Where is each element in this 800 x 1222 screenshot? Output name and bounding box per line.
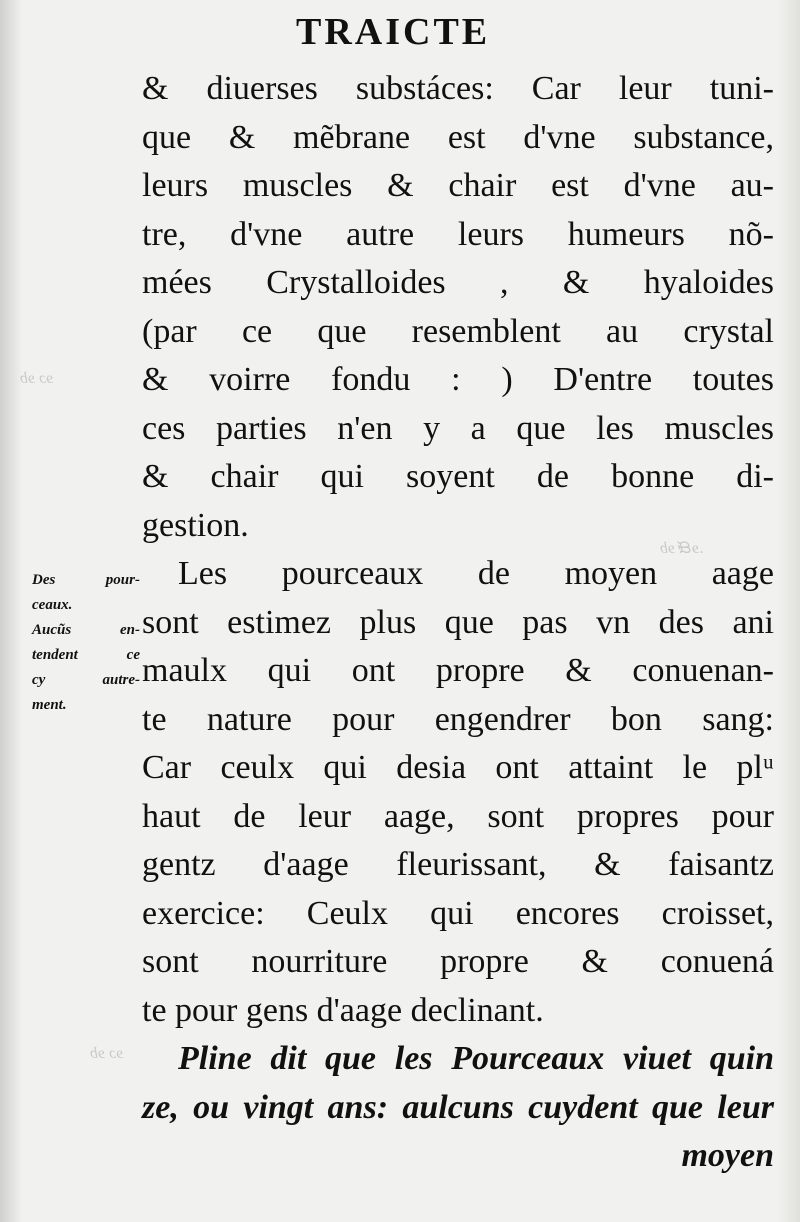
show-through-mark: ɘɔ ɘb: [20, 370, 54, 387]
sidenote-line: cy autre-: [32, 672, 140, 688]
show-through-mark: .ɘᙠ ɘb: [660, 540, 704, 557]
text-line: que & mẽbrane est d'vne substance,: [142, 118, 774, 156]
sidenote-line: Des pour-: [32, 572, 140, 588]
catchword: moyen: [681, 1137, 774, 1174]
text-line: exercice: Ceulx qui encores croisset,: [142, 894, 774, 932]
text-line: tre, d'vne autre leurs humeurs nõ-: [142, 215, 774, 253]
sidenote-line: ment.: [32, 697, 67, 713]
text-line: maulx qui ont propre & conuenan-: [142, 652, 774, 689]
text-line: sont nourriture propre & conuená: [142, 943, 774, 980]
text-line: & chair qui soyent de bonne di-: [142, 458, 774, 495]
text-line: & voirre fondu : ) D'entre toutes: [142, 361, 774, 398]
text-line: haut de leur aage, sont propres pour: [142, 797, 774, 835]
text-line: te nature pour engendrer bon sang:: [142, 700, 774, 738]
text-line: Pline dit que les Pourceaux viuet quin: [178, 1040, 774, 1077]
text-line: gentz d'aage fleurissant, & faisantz: [142, 846, 774, 883]
text-line: gestion.: [142, 506, 249, 544]
sidenote-line: Aucũs en-: [32, 622, 140, 638]
text-line: Les pourceaux de moyen aage: [178, 555, 774, 592]
text-line: ces parties n'en y a que les muscles: [142, 409, 774, 447]
sidenote-line: ceaux.: [32, 597, 73, 613]
marginal-note: [32, 568, 140, 718]
text-line: sont estimez plus que pas vn des ani: [142, 603, 774, 641]
text-line: ze, ou vingt ans: aulcuns cuydent que leur: [142, 1088, 774, 1126]
text-line: leurs muscles & chair est d'vne au-: [142, 167, 774, 204]
running-head: TRAICTE: [296, 11, 491, 53]
text-line: (par ce que resemblent au crystal: [142, 312, 774, 350]
text-line: te pour gens d'aage declinant.: [142, 991, 544, 1029]
page-edge-right: [778, 0, 800, 1222]
page-edge-left: [0, 0, 22, 1222]
text-line: Car ceulx qui desia ont attaint le plᵘ: [142, 749, 774, 786]
body-text: [142, 65, 774, 1181]
sidenote-line: tendent ce: [32, 647, 140, 663]
text-line: & diuerses substáces: Car leur tuni-: [142, 70, 774, 107]
show-through-mark: ɘɔ ɘb: [90, 1045, 124, 1062]
text-line: mées Crystalloides , & hyaloides: [142, 264, 774, 301]
